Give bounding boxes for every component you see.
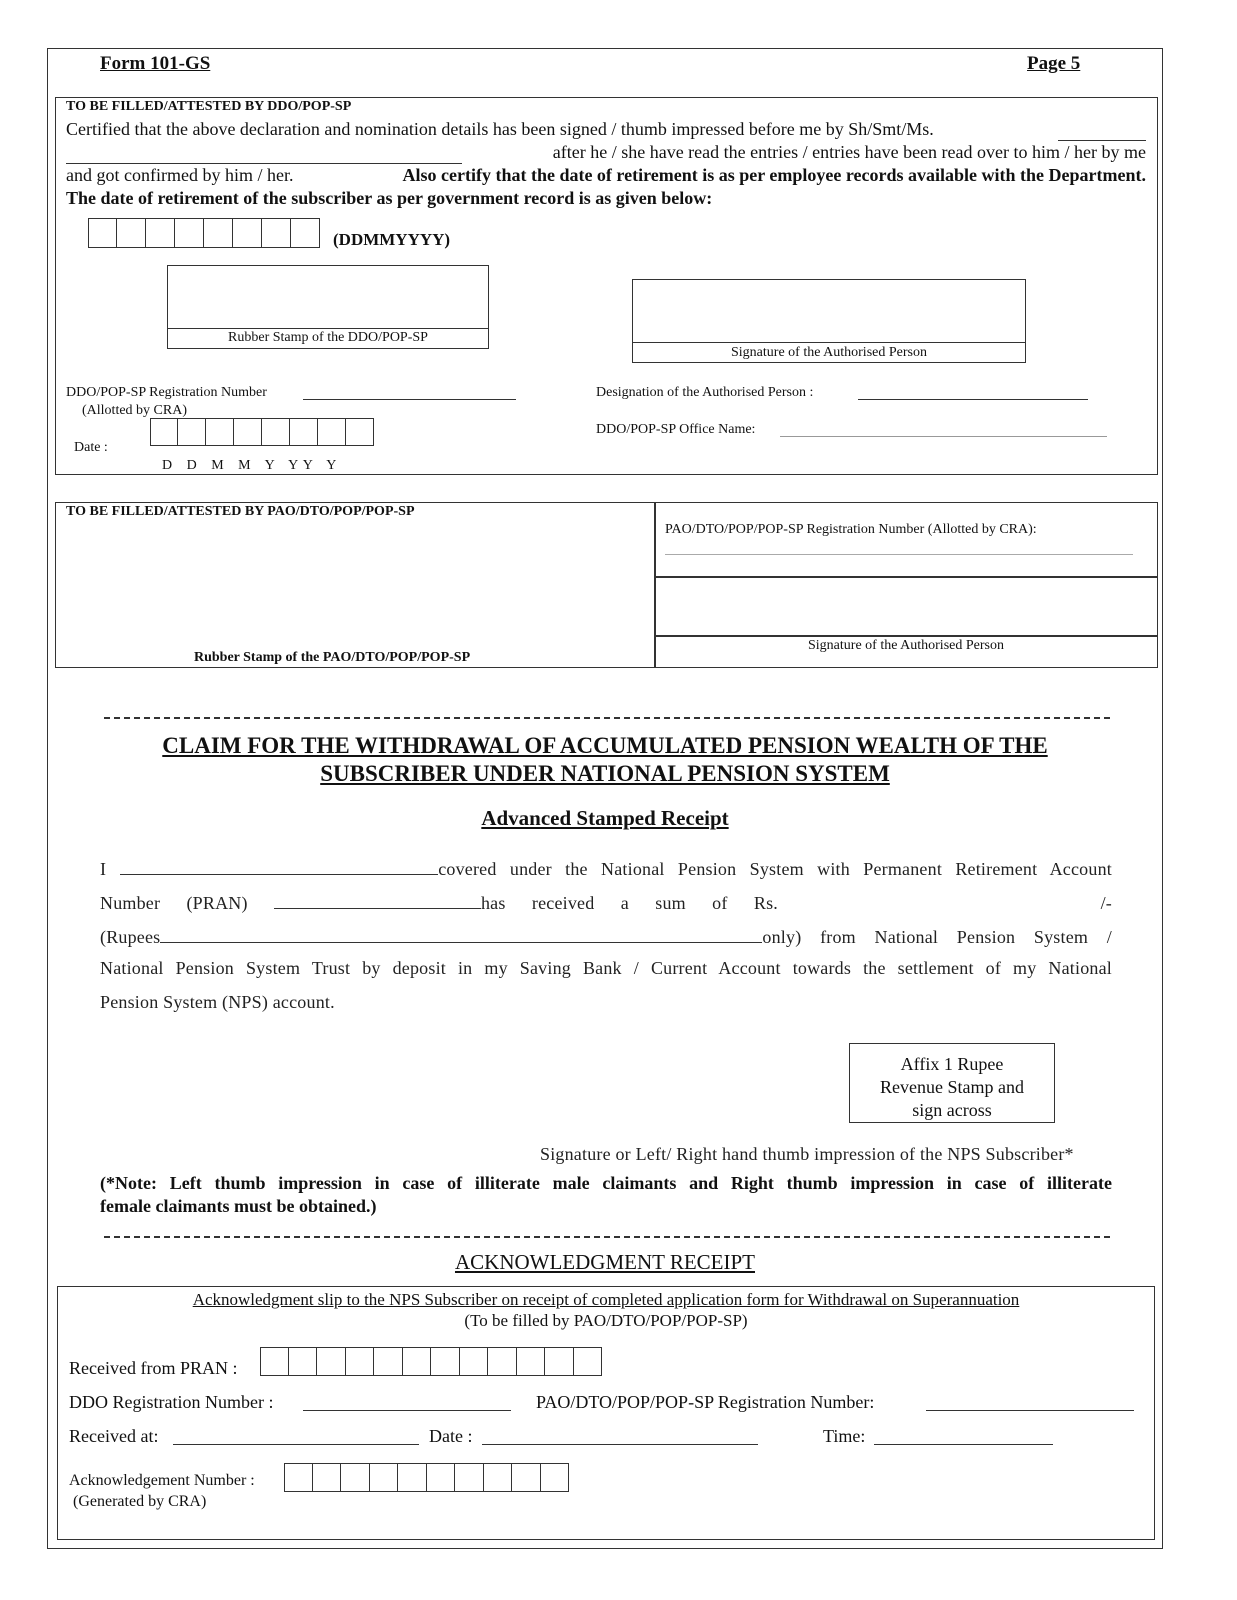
receipt-sum: sum xyxy=(655,893,686,913)
ddo-signature-label: Signature of the Authorised Person xyxy=(632,342,1026,363)
ddo-reg-label: DDO/POP-SP Registration Number xyxy=(66,385,267,400)
cert-line4: The date of retirement of the subscriber as per government record is as given below: xyxy=(66,188,713,208)
ack-ddo-reg-label: DDO Registration Number : xyxy=(69,1392,274,1412)
revenue-stamp-box[interactable] xyxy=(849,1043,1055,1123)
name-field-1[interactable] xyxy=(1058,118,1146,141)
ack-date-label: Date : xyxy=(429,1426,473,1446)
office-name-field[interactable] xyxy=(780,422,1107,437)
ddo-reg-field[interactable] xyxy=(303,385,516,400)
subscriber-name-field[interactable] xyxy=(120,856,438,875)
pao-heading: TO BE FILLED/ATTESTED BY PAO/DTO/POP/POP-SP xyxy=(66,504,415,519)
rupees-words-field[interactable] xyxy=(160,924,762,943)
cert-line3-plain: and got confirmed by him / her. xyxy=(66,165,294,185)
ack-received-at-label: Received at: xyxy=(69,1426,159,1446)
pao-divider-h1 xyxy=(654,576,1158,578)
stamp-line3: sign across xyxy=(912,1100,992,1120)
ack-pao-reg-label: PAO/DTO/POP/POP-SP Registration Number: xyxy=(536,1392,875,1412)
designation-field[interactable] xyxy=(858,385,1088,400)
pao-stamp-label: Rubber Stamp of the PAO/DTO/POP/POP-SP xyxy=(194,650,471,665)
receipt-number: Number xyxy=(100,893,161,913)
ddo-stamp-label: Rubber Stamp of the DDO/POP-SP xyxy=(167,328,489,349)
office-name-label: DDO/POP-SP Office Name: xyxy=(596,422,756,437)
date-format: (DDMMYYYY) xyxy=(333,230,451,249)
ack-received-at-field[interactable] xyxy=(173,1428,419,1445)
pran-field[interactable] xyxy=(274,890,481,909)
receipt-has: has xyxy=(480,893,506,913)
page-number: Page 5 xyxy=(1027,53,1081,74)
ack-pran-label: Received from PRAN : xyxy=(69,1358,238,1378)
cert-line1: Certified that the above declaration and nomination details has been signed / thumb impressed before me by Sh/Smt/Ms. xyxy=(66,119,934,139)
ddo-allotted: (Allotted by CRA) xyxy=(82,403,187,418)
receipt-of: of xyxy=(712,893,728,913)
ack-title: ACKNOWLEDGMENT RECEIPT xyxy=(454,1250,755,1274)
pao-reg-field[interactable] xyxy=(665,540,1133,555)
pao-signature-label: Signature of the Authorised Person xyxy=(808,638,1004,653)
ack-number-label: Acknowledgement Number : xyxy=(69,1472,255,1489)
ack-time-field[interactable] xyxy=(874,1428,1053,1445)
separator-2 xyxy=(104,1236,1110,1238)
ack-filled-by: (To be filled by PAO/DTO/POP/POP-SP) xyxy=(464,1311,748,1330)
ack-date-field[interactable] xyxy=(482,1428,758,1445)
ddo-date-cells[interactable] xyxy=(150,418,374,446)
designation-label: Designation of the Authorised Person : xyxy=(596,385,814,400)
ddo-date-label: Date : xyxy=(74,440,108,455)
receipt-line3 xyxy=(100,924,1112,948)
note-line1: (*Note: Left thumb impression in case of illiterate male claimants and Right thumb impression in case of illiterate xyxy=(100,1173,1112,1193)
form-number: Form 101-GS xyxy=(100,53,211,74)
pao-divider-h2 xyxy=(654,635,1158,637)
note-line2: female claimants must be obtained.) xyxy=(100,1196,377,1216)
cert-line3-bold: Also certify that the date of retirement is as per employee records available with the Department. xyxy=(402,165,1146,185)
receipt-line5: Pension System (NPS) account. xyxy=(100,992,335,1012)
receipt-received: received xyxy=(531,893,595,913)
receipt-a: a xyxy=(620,893,629,913)
stamp-line1: Affix 1 Rupee xyxy=(900,1054,1004,1074)
ddo-certification xyxy=(66,118,1146,210)
ddo-date-letters: D D M M Y Y Y Y xyxy=(162,458,338,473)
receipt-rupees: (Rupees xyxy=(100,927,161,947)
receipt-line1 xyxy=(100,856,1112,880)
ack-slip: Acknowledgment slip to the NPS Subscriber on receipt of completed application form for Withdrawal on Superannuation xyxy=(192,1290,1020,1309)
retirement-date-cells[interactable] xyxy=(88,218,320,248)
ack-time-label: Time: xyxy=(823,1426,866,1446)
receipt-covered: covered under the National Pension System with Permanent Retirement Account xyxy=(438,859,1112,879)
subscriber-signature-label: Signature or Left/ Right hand thumb impression of the NPS Subscriber* xyxy=(540,1144,1074,1164)
ack-ddo-reg-field[interactable] xyxy=(303,1394,511,1411)
receipt-only: only) from National Pension System / xyxy=(762,927,1112,947)
ack-generated: (Generated by CRA) xyxy=(73,1493,207,1510)
ack-number-cells[interactable] xyxy=(284,1463,569,1492)
separator-1 xyxy=(104,717,1110,719)
receipt-line4: National Pension System Trust by deposit in my Saving Bank / Current Account towards the settlement of my National xyxy=(100,958,1112,978)
pao-reg-label: PAO/DTO/POP/POP-SP Registration Number (Allotted by CRA): xyxy=(665,522,1037,537)
ack-pran-cells[interactable] xyxy=(260,1347,602,1376)
ack-pao-reg-field[interactable] xyxy=(926,1394,1134,1411)
claim-title-line1: CLAIM FOR THE WITHDRAWAL OF ACCUMULATED PENSION WEALTH OF THE xyxy=(162,733,1048,758)
name-field-2[interactable] xyxy=(66,141,462,164)
stamp-line2: Revenue Stamp and xyxy=(880,1077,1024,1097)
receipt-rs: Rs. xyxy=(753,893,778,913)
receipt-pran: (PRAN) xyxy=(186,893,248,913)
receipt-slash: /- xyxy=(1100,893,1112,913)
claim-subtitle: Advanced Stamped Receipt xyxy=(481,806,729,830)
cert-line2: after he / she have read the entries / entries have been read over to him / her by me xyxy=(552,142,1146,162)
receipt-i: I xyxy=(100,859,107,879)
receipt-line2 xyxy=(100,890,1112,914)
ddo-heading: TO BE FILLED/ATTESTED BY DDO/POP-SP xyxy=(66,99,352,114)
claim-title-line2: SUBSCRIBER UNDER NATIONAL PENSION SYSTEM xyxy=(320,761,890,786)
